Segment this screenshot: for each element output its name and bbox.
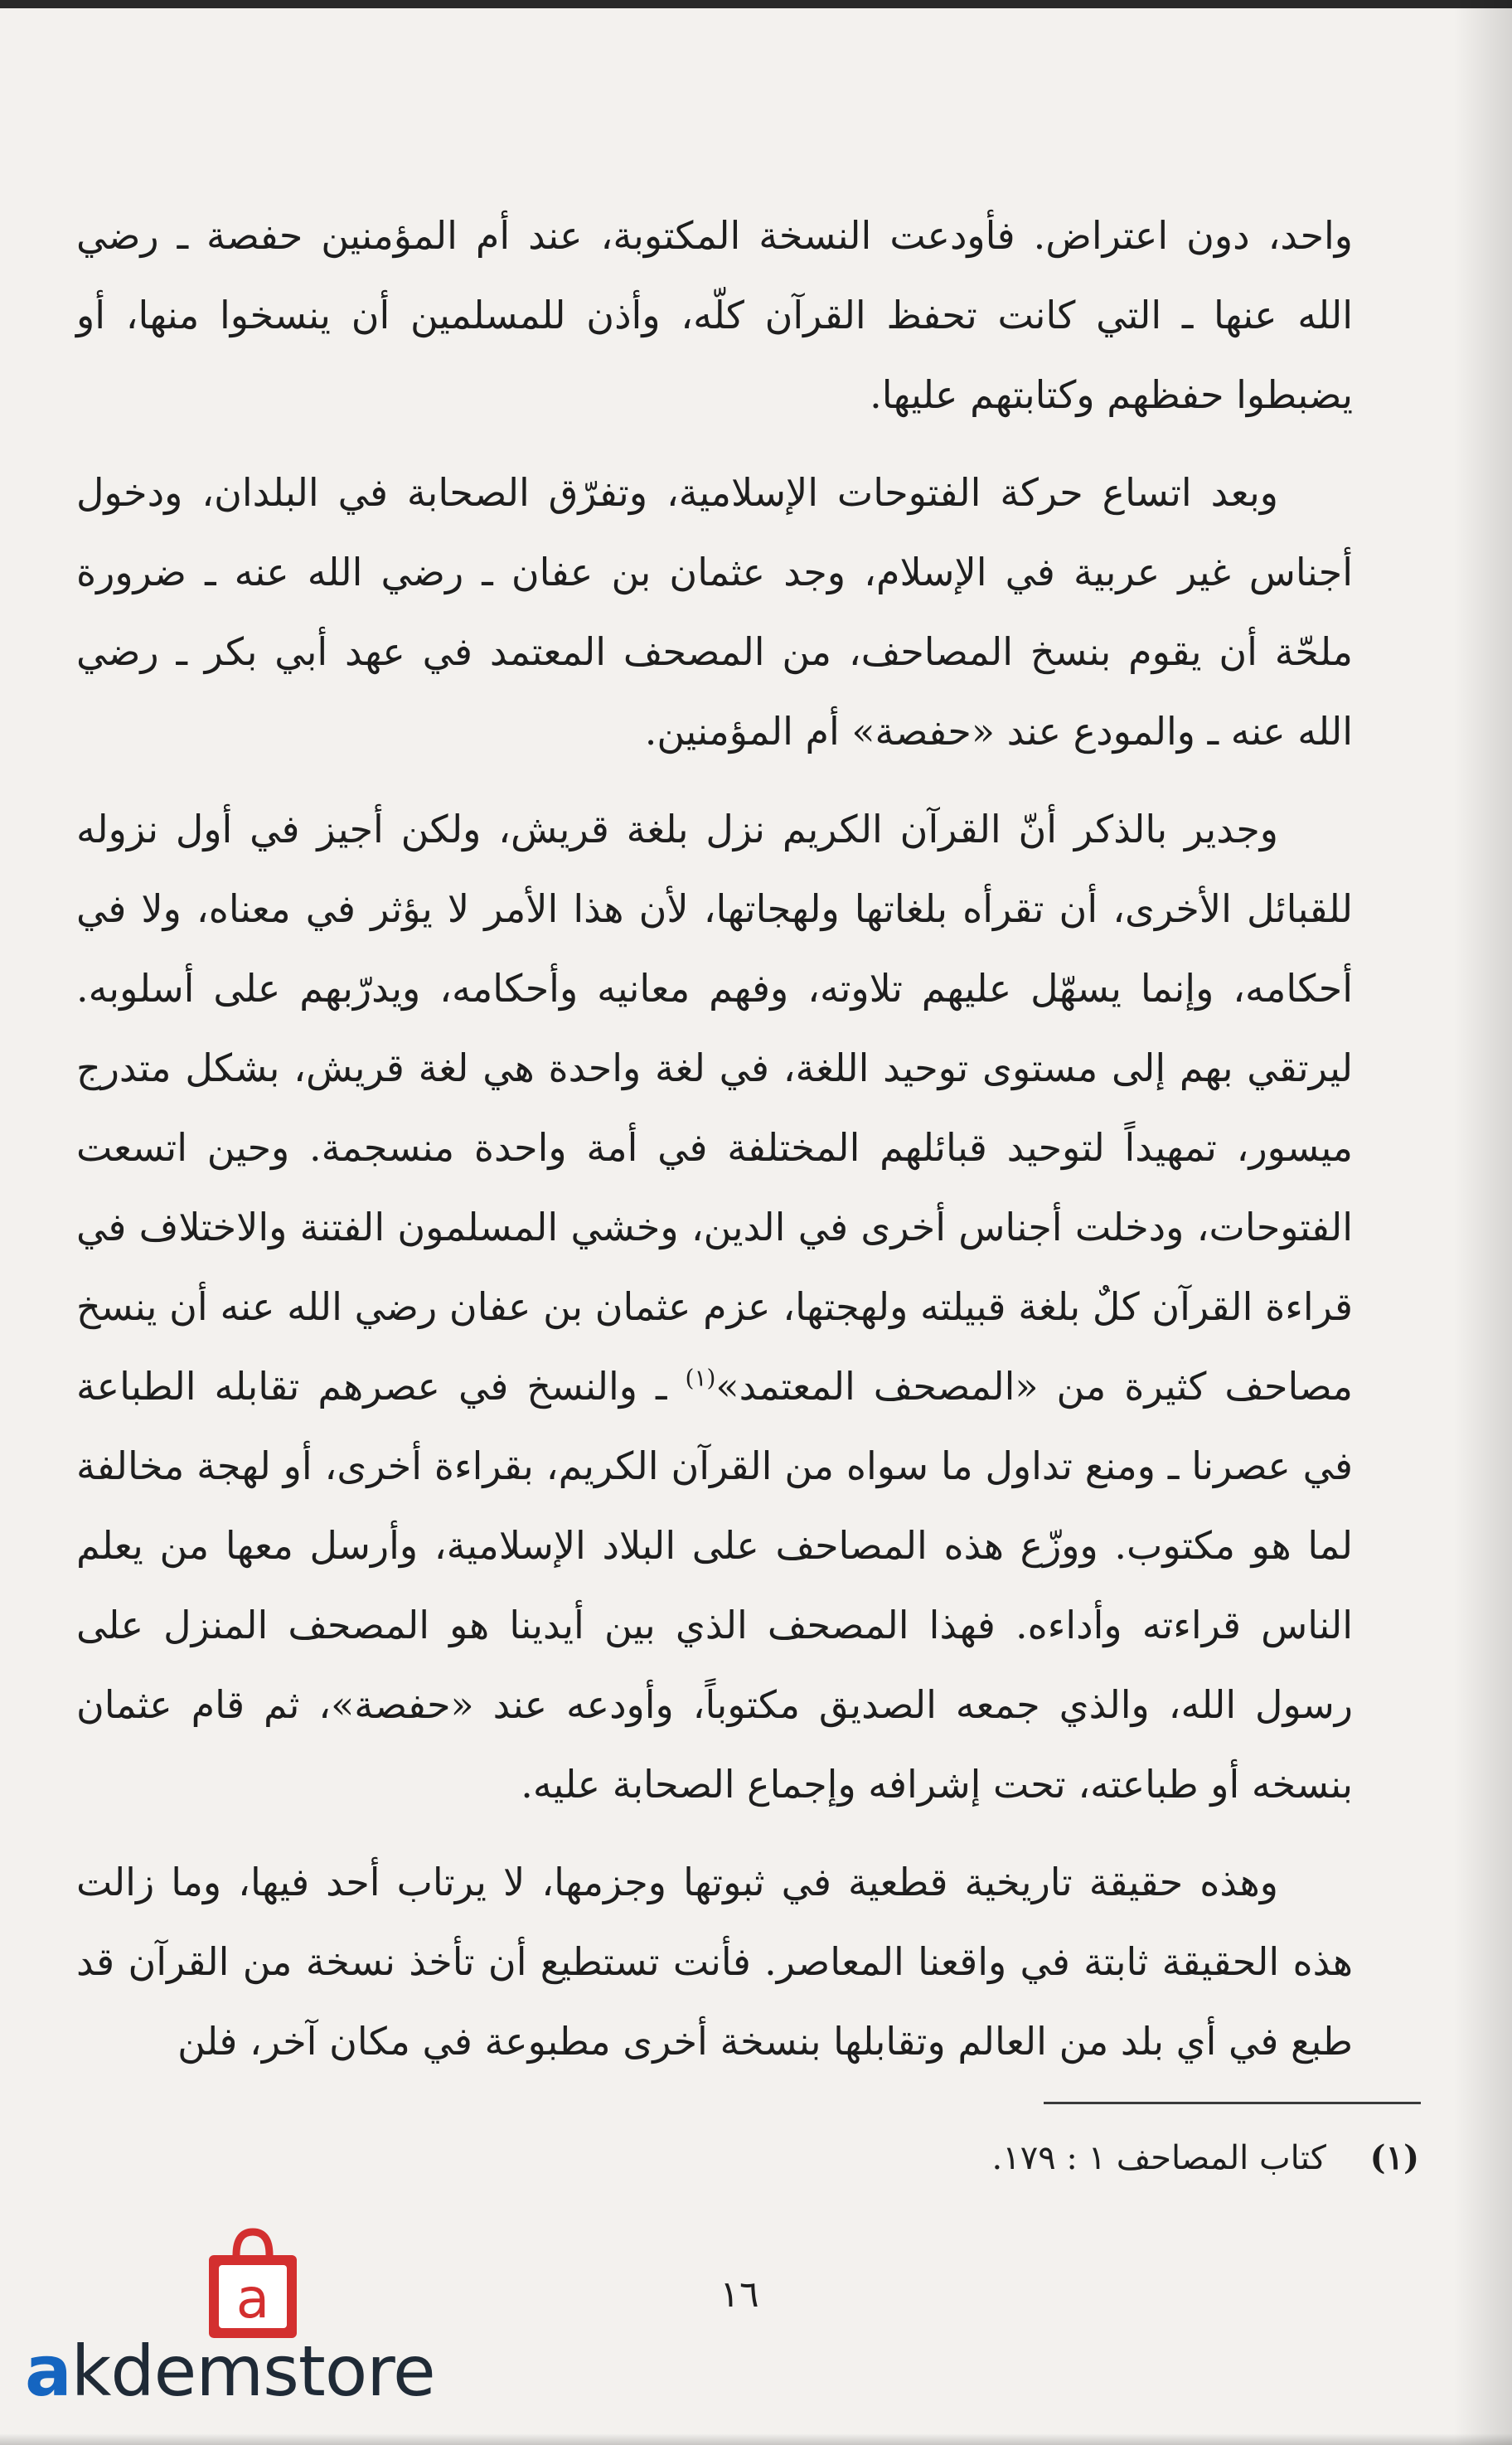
paragraph-4-text: وهذه حقيقة تاريخية قطعية في ثبوتها وجزمها، لا يرتاب أحد فيها، وما زالت هذه الحقيقة ثابتة في واقعنا المعاصر. فأنت تستطيع أن تأخذ نسخة من القرآن قد طبع في أي بلد من العالم وتقابلها بنسخة أخرى مطبوعة في مكان آخر، فلن — [76, 1860, 1353, 2064]
wordmark-lead: a — [25, 2331, 71, 2412]
footnote-text: كتاب المصاحف ١ : ١٧٩. — [991, 2139, 1326, 2177]
shopping-bag-icon — [191, 2222, 315, 2346]
page-body — [76, 196, 1353, 2099]
paragraph-3 — [76, 789, 1353, 1824]
footnote-mark: (١) — [1369, 2138, 1419, 2177]
wordmark-rest: kdemstore — [70, 2331, 435, 2412]
paragraph-2-text: وبعد اتساع حركة الفتوحات الإسلامية، وتفرّق الصحابة في البلدان، ودخول أجناس غير عربية في الإسلام، وجد عثمان بن عفان ـ رضي الله عنه ـ ضرورة ملحّة أن يقوم بنسخ المصاحف، من المصحف المعتمد في عهد أبي بكر ـ رضي الله عنه ـ والمودع عند «حفصة» أم المؤمنين. — [76, 470, 1353, 754]
paragraph-3-continuation: ـ والنسخ في عصرهم تقابله الطباعة في عصرنا ـ ومنع تداول ما سواه من القرآن الكريم، بقراءة أخرى، أو لهجة مخالفة لما هو مكتوب. ووزّع هذه المصاحف على البلاد الإسلامية، وأرسل معها من يعلم الناس قراءته وأداءه. فهذا المصحف الذي بين أيدينا هو المصحف المنزل على رسول الله، والذي جمعه الصديق مكتوباً، وأودعه عند «حفصة»، ثم قام عثمان بنسخه أو طباعته، تحت إشرافه وإجماع الصحابة عليه. — [76, 1364, 1353, 1807]
paragraph-1-text: واحد، دون اعتراض. فأودعت النسخة المكتوبة، عند أم المؤمنين حفصة ـ رضي الله عنها ـ التي كانت تحفظ القرآن كلّه، وأذن للمسلمين أن ينسخوا منها، أو يضبطوا حفظهم وكتابتهم عليها. — [76, 213, 1353, 417]
store-wordmark — [25, 2330, 489, 2413]
page-spine-shadow — [1454, 0, 1512, 2445]
paragraph-2 — [76, 453, 1353, 771]
page-bottom-edge — [0, 2433, 1512, 2445]
footnote — [259, 2135, 1419, 2181]
bag-letter: a — [235, 2267, 270, 2331]
paragraph-4 — [76, 1842, 1353, 2081]
paragraph-3-text: وجدير بالذكر أنّ القرآن الكريم نزل بلغة قريش، ولكن أجيز في أول نزوله للقبائل الأخرى، أن تقرأه بلغاتها ولهجاتها، لأن هذا الأمر لا يؤثر في معناه، ولا في أحكامه، وإنما يسهّل عليهم تلاوته، وفهم معانيه وأحكامه، ويدرّبهم على أسلوبه. ليرتقي بهم إلى مستوى توحيد اللغة، في لغة واحدة هي لغة قريش، بشكل متدرج ميسور، تمهيداً لتوحيد قبائلهم المختلفة في أمة واحدة منسجمة. وحين اتسعت الفتوحات، ودخلت أجناس أخرى في الدين، وخشي المسلمون الفتنة والاختلاف في قراءة القرآن كلٌ بلغة قبيلته ولهجتها، عزم عثمان بن عفان رضي الله عنه أن ينسخ مصاحف كثيرة من «المصحف المعتمد» — [76, 807, 1353, 1409]
footnote-reference: (١) — [685, 1364, 716, 1392]
page-number: ١٦ — [720, 2273, 759, 2316]
page-top-edge — [0, 0, 1512, 8]
paragraph-1 — [76, 196, 1353, 434]
store-logo — [25, 2222, 489, 2413]
footnote-separator — [1044, 2102, 1421, 2104]
